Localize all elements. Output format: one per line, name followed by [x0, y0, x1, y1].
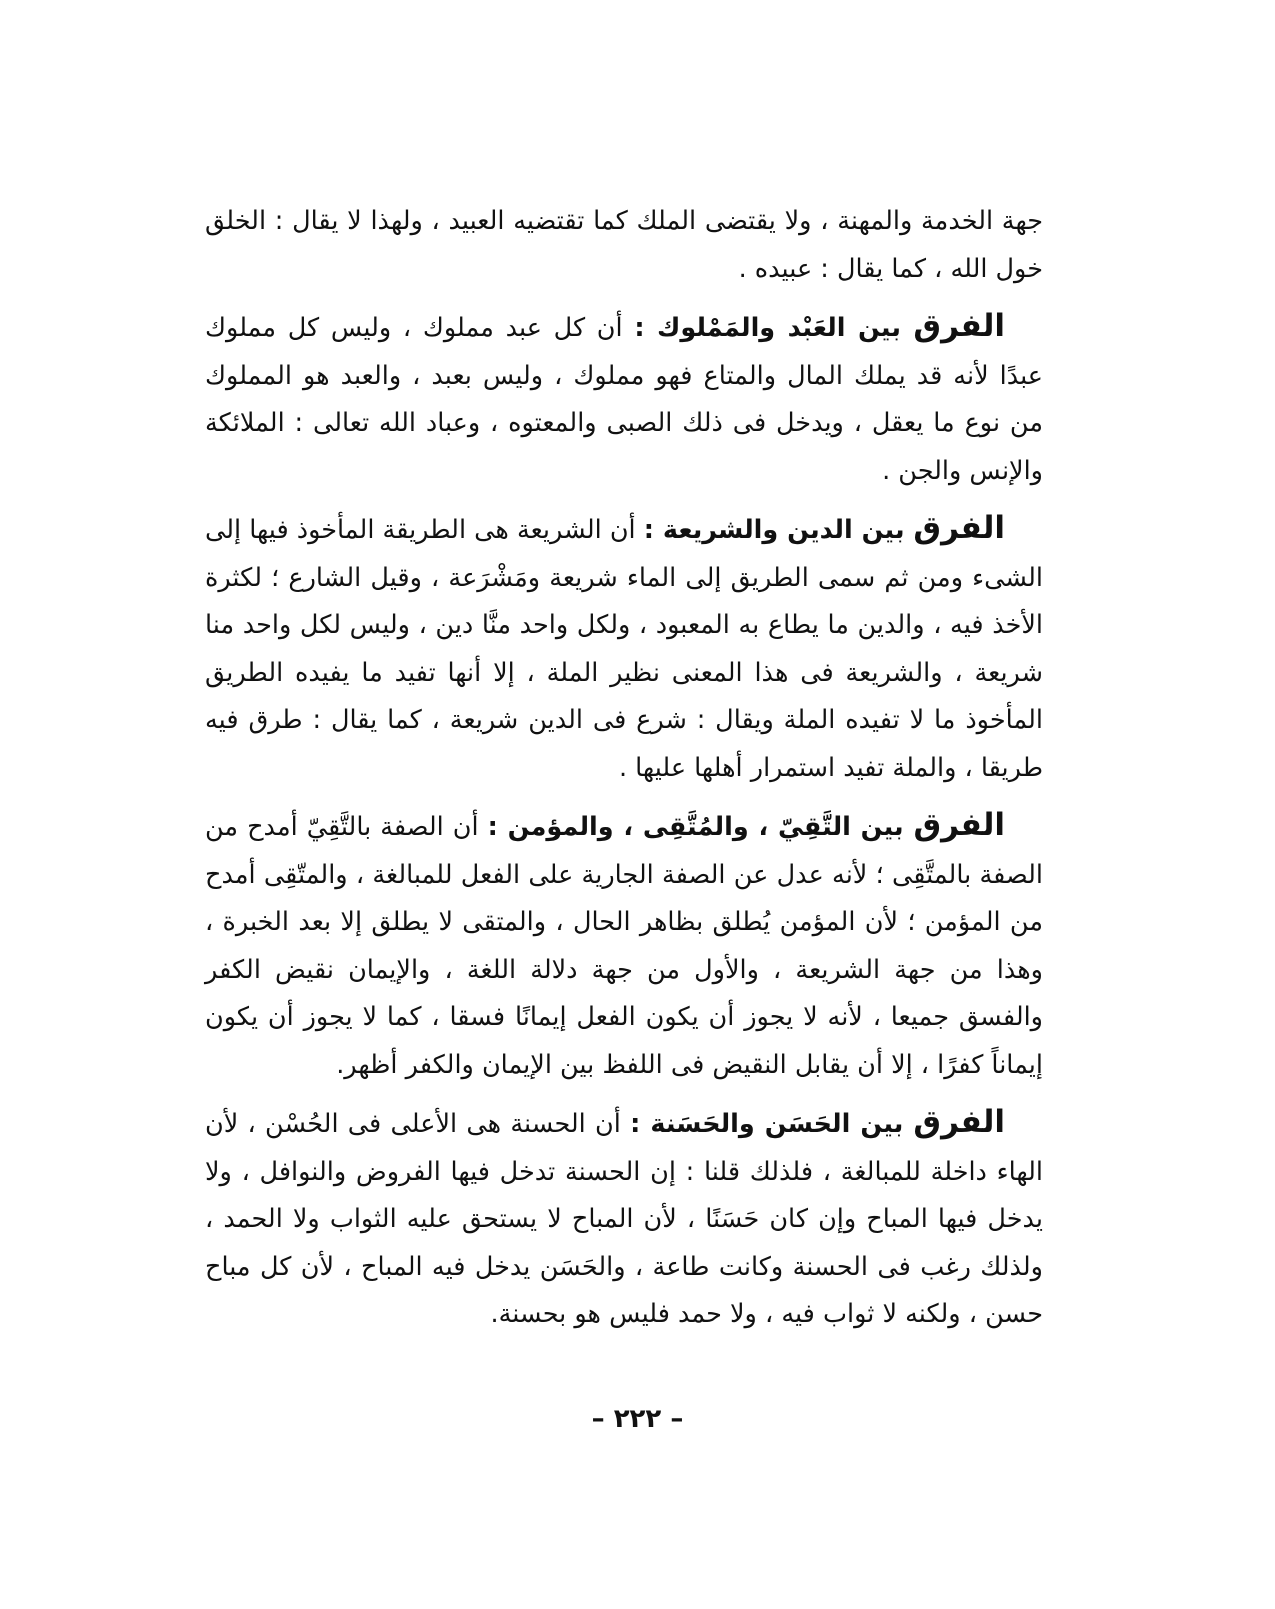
entry-hasan-hasana [205, 1099, 1043, 1339]
entry-body: أن الصفة بالتَّقِيّ أمدح من الصفة بالمتَّقِى ؛ لأنه عدل عن الصفة الجارية على الفعل للمبالغة ، والمتّقِى أمدح من المؤمن ؛ لأن المؤمن يُطلق بظاهر الحال ، والمتقى لا يطلق إلا بعد الخبرة ، وهذا من جهة الشريعة ، والأول من جهة دلالة اللغة ، والإيمان نقيض الكفر والفسق جميعا ، لأنه لا يجوز أن يكون الفعل إيمانًا فسقا ، كما لا يجوز أن يكون إيماناً كفرًا ، إلا أن يقابل النقيض فى اللفظ بين الإيمان والكفر أظهر. [205, 812, 1043, 1080]
entry-body: أن الشريعة هى الطريقة المأخوذ فيها إلى الشىء ومن ثم سمى الطريق إلى الماء شريعة ومَشْرَعة ، وقيل الشارع ؛ لكثرة الأخذ فيه ، والدين ما يطاع به المعبود ، ولكل واحد منَّا دين ، وليس لكل واحد منا شريعة ، والشريعة فى هذا المعنى نظير الملة ، إلا أنها تفيد ما يفيده الطريق المأخوذ ما لا تفيده الملة ويقال : شرع فى الدين شريعة ، كما يقال : طرق فيه طريقا ، والملة تفيد استمرار أهلها عليها . [205, 515, 1043, 783]
entry-heading [487, 807, 1043, 843]
entry-keyword: الفرق [913, 1104, 1005, 1140]
entry-keyword: الفرق [913, 308, 1005, 344]
continuation-paragraph [205, 198, 1043, 293]
entry-body: أن كل عبد مملوك ، وليس كل مملوك عبدًا لأنه قد يملك المال والمتاع فهو مملوك ، وليس بعبد ، والعبد هو المملوك من نوع ما يعقل ، ويدخل فى ذلك الصبى والمعتوه ، وعباد الله تعالى : الملائكة والإنس والجن . [205, 313, 1043, 486]
entry-heading [643, 510, 1043, 546]
continuation-text: جهة الخدمة والمهنة ، ولا يقتضى الملك كما تقتضيه العبيد ، ولهذا لا يقال : الخلق خول الله ، كما يقال : عبيده . [205, 206, 1043, 284]
entry-heading-text: بين الحَسَن والحَسَنة : [630, 1109, 904, 1139]
entry-heading-text: بين التَّقِيّ ، والمُتَّقِى ، والمؤمن : [487, 812, 904, 842]
entry-heading-text: بين العَبْد والمَمْلوك : [634, 313, 901, 343]
entry-keyword: الفرق [913, 807, 1006, 843]
entry-abd-mamluk [205, 303, 1043, 495]
entry-body: أن الحسنة هى الأعلى فى الحُسْن ، لأن الهاء داخلة للمبالغة ، فلذلك قلنا : إن الحسنة تدخل فيها الفروض والنوافل ، ولا يدخل فيها المباح وإن كان حَسَنًا ، لأن المباح لا يستحق عليه الثواب ولا الحمد ، ولذلك رغب فى الحسنة وكانت طاعة ، والحَسَن يدخل فيه المباح ، لأن كل مباح حسن ، ولكنه لا ثواب فيه ، ولا حمد فليس هو بحسنة. [205, 1109, 1043, 1329]
entry-heading-text: بين الدين والشريعة : [643, 515, 905, 545]
page-body [205, 198, 1043, 1349]
entry-keyword: الفرق [913, 510, 1005, 546]
page-number: – ٢٢٢ – [591, 1404, 684, 1434]
entry-taqi-muttaqi-mumin [205, 802, 1043, 1089]
entry-heading [630, 1104, 1043, 1140]
entry-heading [634, 308, 1043, 344]
entry-din-sharia [205, 505, 1043, 792]
